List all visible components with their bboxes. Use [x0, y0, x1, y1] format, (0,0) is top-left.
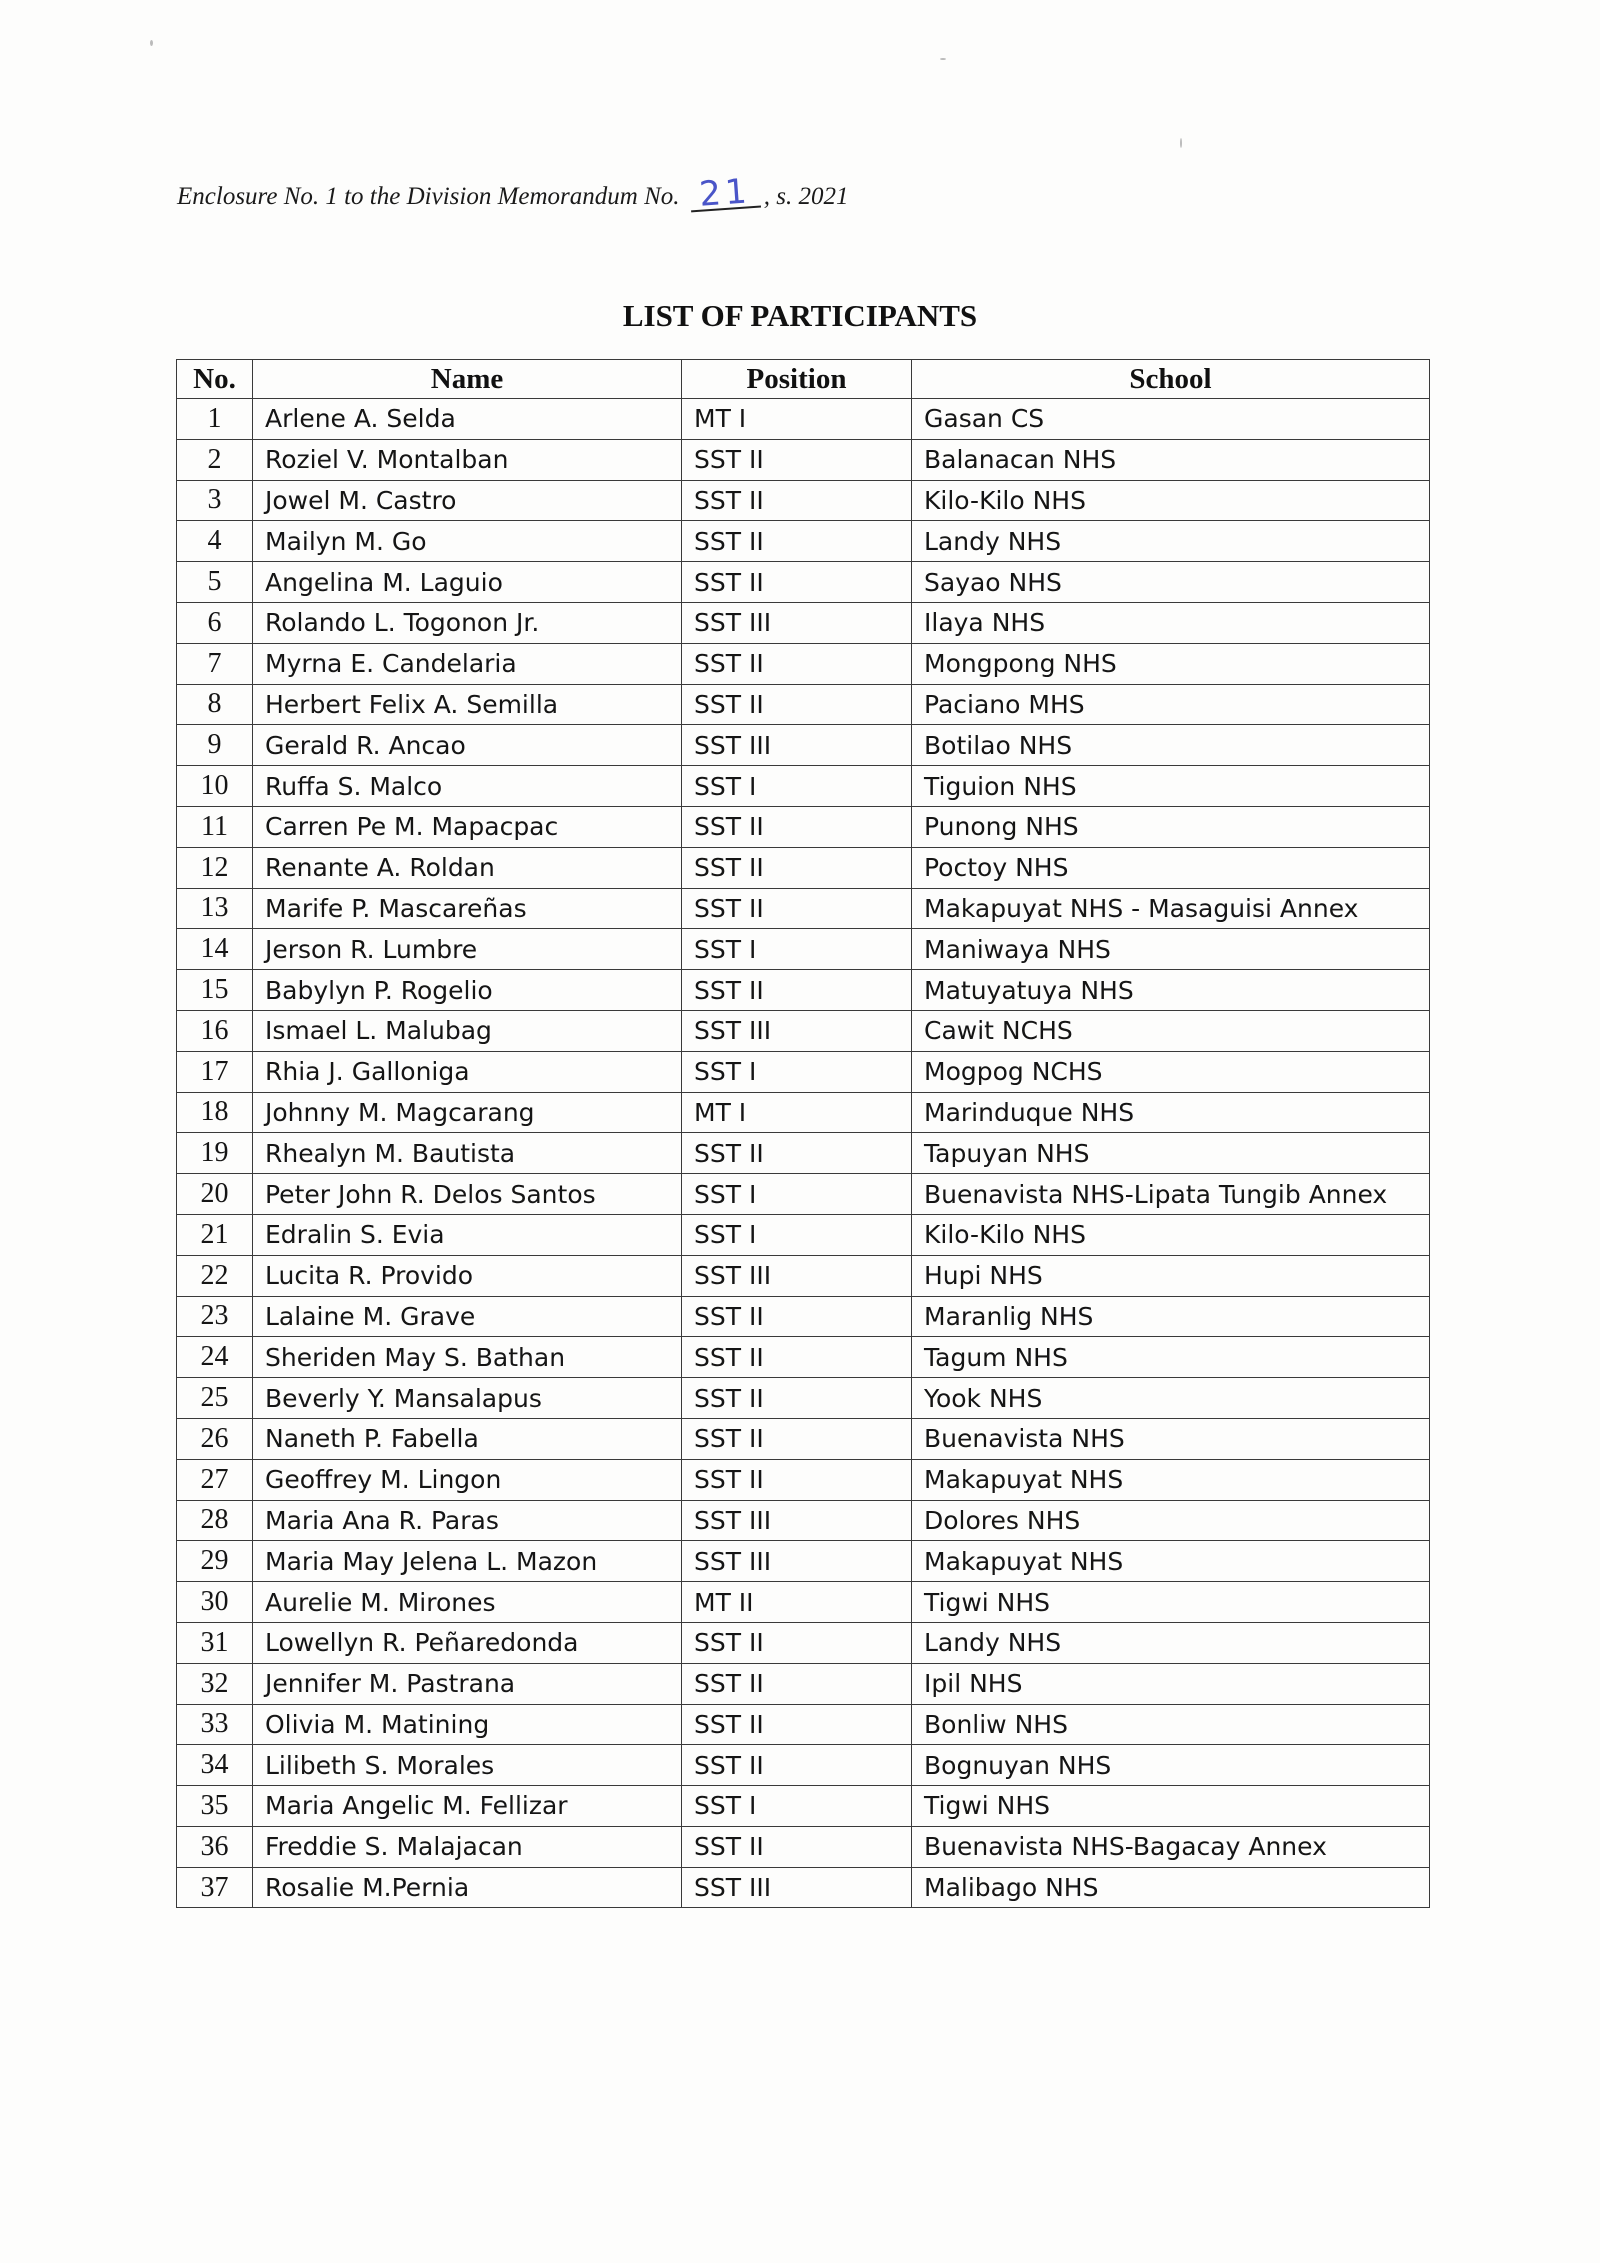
- cell-school: Gasan CS: [912, 399, 1430, 440]
- cell-position: SST III: [682, 602, 912, 643]
- cell-position: SST I: [682, 929, 912, 970]
- cell-position: SST II: [682, 1337, 912, 1378]
- cell-no: 34: [177, 1745, 253, 1786]
- cell-school: Landy NHS: [912, 1622, 1430, 1663]
- cell-no: 7: [177, 643, 253, 684]
- cell-school: Tigwi NHS: [912, 1786, 1430, 1827]
- table-row: [177, 1867, 1430, 1908]
- cell-school: Buenavista NHS-Lipata Tungib Annex: [912, 1174, 1430, 1215]
- table-row: [177, 1786, 1430, 1827]
- cell-name: Sheriden May S. Bathan: [253, 1337, 682, 1378]
- cell-school: Ilaya NHS: [912, 602, 1430, 643]
- cell-school: Tiguion NHS: [912, 766, 1430, 807]
- cell-no: 27: [177, 1459, 253, 1500]
- cell-school: Malibago NHS: [912, 1867, 1430, 1908]
- cell-school: Makapuyat NHS: [912, 1541, 1430, 1582]
- cell-school: Kilo-Kilo NHS: [912, 1214, 1430, 1255]
- cell-name: Herbert Felix A. Semilla: [253, 684, 682, 725]
- cell-name: Naneth P. Fabella: [253, 1418, 682, 1459]
- cell-no: 25: [177, 1378, 253, 1419]
- cell-name: Roziel V. Montalban: [253, 439, 682, 480]
- cell-position: SST II: [682, 439, 912, 480]
- cell-name: Mailyn M. Go: [253, 521, 682, 562]
- table-row: [177, 521, 1430, 562]
- cell-position: SST II: [682, 847, 912, 888]
- table-row: [177, 725, 1430, 766]
- cell-no: 12: [177, 847, 253, 888]
- table-row: [177, 929, 1430, 970]
- cell-school: Punong NHS: [912, 806, 1430, 847]
- header-position: Position: [682, 360, 912, 399]
- cell-school: Makapuyat NHS - Masaguisi Annex: [912, 888, 1430, 929]
- cell-position: SST II: [682, 888, 912, 929]
- table-row: [177, 643, 1430, 684]
- cell-position: SST II: [682, 521, 912, 562]
- cell-name: Lowellyn R. Peñaredonda: [253, 1622, 682, 1663]
- scan-speck: [150, 40, 153, 46]
- table-row: [177, 1133, 1430, 1174]
- cell-no: 8: [177, 684, 253, 725]
- cell-position: SST III: [682, 1541, 912, 1582]
- cell-no: 6: [177, 602, 253, 643]
- cell-no: 1: [177, 399, 253, 440]
- cell-school: Yook NHS: [912, 1378, 1430, 1419]
- table-row: [177, 1092, 1430, 1133]
- page-title: LIST OF PARTICIPANTS: [622, 298, 978, 333]
- cell-name: Maria Angelic M. Fellizar: [253, 1786, 682, 1827]
- cell-name: Rhia J. Galloniga: [253, 1051, 682, 1092]
- cell-no: 5: [177, 562, 253, 603]
- table-row: [177, 602, 1430, 643]
- cell-name: Jennifer M. Pastrana: [253, 1663, 682, 1704]
- table-row: [177, 480, 1430, 521]
- cell-no: 31: [177, 1622, 253, 1663]
- cell-school: Tapuyan NHS: [912, 1133, 1430, 1174]
- cell-no: 30: [177, 1582, 253, 1623]
- cell-position: SST III: [682, 1255, 912, 1296]
- participants-table: [176, 359, 1430, 1908]
- cell-position: SST II: [682, 1378, 912, 1419]
- cell-no: 10: [177, 766, 253, 807]
- cell-school: Matuyatuya NHS: [912, 970, 1430, 1011]
- cell-school: Landy NHS: [912, 521, 1430, 562]
- cell-no: 23: [177, 1296, 253, 1337]
- table-row: [177, 1051, 1430, 1092]
- header-name: Name: [253, 360, 682, 399]
- cell-no: 32: [177, 1663, 253, 1704]
- table-row: [177, 1418, 1430, 1459]
- cell-no: 24: [177, 1337, 253, 1378]
- table-row: [177, 847, 1430, 888]
- cell-no: 20: [177, 1174, 253, 1215]
- cell-name: Carren Pe M. Mapacpac: [253, 806, 682, 847]
- cell-no: 14: [177, 929, 253, 970]
- table-row: [177, 766, 1430, 807]
- cell-position: SST II: [682, 1826, 912, 1867]
- cell-position: SST II: [682, 643, 912, 684]
- table-row: [177, 562, 1430, 603]
- cell-no: 2: [177, 439, 253, 480]
- table-row: [177, 970, 1430, 1011]
- cell-name: Geoffrey M. Lingon: [253, 1459, 682, 1500]
- cell-school: Kilo-Kilo NHS: [912, 480, 1430, 521]
- cell-school: Poctoy NHS: [912, 847, 1430, 888]
- cell-no: 26: [177, 1418, 253, 1459]
- cell-school: Tagum NHS: [912, 1337, 1430, 1378]
- cell-school: Tigwi NHS: [912, 1582, 1430, 1623]
- table-row: [177, 1214, 1430, 1255]
- cell-position: SST II: [682, 1418, 912, 1459]
- cell-position: SST II: [682, 970, 912, 1011]
- table-row: [177, 888, 1430, 929]
- cell-name: Renante A. Roldan: [253, 847, 682, 888]
- header-no: No.: [177, 360, 253, 399]
- cell-no: 35: [177, 1786, 253, 1827]
- cell-school: Cawit NCHS: [912, 1010, 1430, 1051]
- cell-school: Hupi NHS: [912, 1255, 1430, 1296]
- scan-speck: [940, 58, 946, 60]
- enclosure-line: [177, 171, 849, 215]
- cell-school: Sayao NHS: [912, 562, 1430, 603]
- cell-name: Lalaine M. Grave: [253, 1296, 682, 1337]
- cell-name: Ruffa S. Malco: [253, 766, 682, 807]
- cell-no: 11: [177, 806, 253, 847]
- cell-name: Babylyn P. Rogelio: [253, 970, 682, 1011]
- cell-position: SST III: [682, 725, 912, 766]
- cell-no: 9: [177, 725, 253, 766]
- cell-no: 37: [177, 1867, 253, 1908]
- cell-name: Rosalie M.Pernia: [253, 1867, 682, 1908]
- cell-school: Bognuyan NHS: [912, 1745, 1430, 1786]
- table-row: [177, 1826, 1430, 1867]
- cell-position: MT II: [682, 1582, 912, 1623]
- cell-name: Ismael L. Malubag: [253, 1010, 682, 1051]
- cell-school: Bonliw NHS: [912, 1704, 1430, 1745]
- cell-position: MT I: [682, 399, 912, 440]
- table-row: [177, 1296, 1430, 1337]
- cell-position: SST II: [682, 1459, 912, 1500]
- cell-school: Maniwaya NHS: [912, 929, 1430, 970]
- cell-name: Angelina M. Laguio: [253, 562, 682, 603]
- cell-school: Maranlig NHS: [912, 1296, 1430, 1337]
- cell-position: SST II: [682, 480, 912, 521]
- scan-speck: [1180, 138, 1182, 148]
- cell-school: Ipil NHS: [912, 1663, 1430, 1704]
- table-row: [177, 1378, 1430, 1419]
- cell-name: Jowel M. Castro: [253, 480, 682, 521]
- cell-name: Freddie S. Malajacan: [253, 1826, 682, 1867]
- cell-no: 15: [177, 970, 253, 1011]
- cell-name: Marife P. Mascareñas: [253, 888, 682, 929]
- table-row: [177, 1622, 1430, 1663]
- cell-position: SST II: [682, 562, 912, 603]
- cell-name: Edralin S. Evia: [253, 1214, 682, 1255]
- table-row: [177, 1745, 1430, 1786]
- cell-name: Johnny M. Magcarang: [253, 1092, 682, 1133]
- cell-name: Rhealyn M. Bautista: [253, 1133, 682, 1174]
- cell-no: 28: [177, 1500, 253, 1541]
- cell-name: Rolando L. Togonon Jr.: [253, 602, 682, 643]
- table-row: [177, 439, 1430, 480]
- cell-position: SST I: [682, 1786, 912, 1827]
- cell-name: Myrna E. Candelaria: [253, 643, 682, 684]
- cell-school: Botilao NHS: [912, 725, 1430, 766]
- cell-name: Gerald R. Ancao: [253, 725, 682, 766]
- cell-position: SST III: [682, 1867, 912, 1908]
- cell-name: Peter John R. Delos Santos: [253, 1174, 682, 1215]
- cell-no: 19: [177, 1133, 253, 1174]
- cell-name: Aurelie M. Mirones: [253, 1582, 682, 1623]
- cell-position: SST II: [682, 1133, 912, 1174]
- cell-name: Lucita R. Provido: [253, 1255, 682, 1296]
- cell-no: 13: [177, 888, 253, 929]
- cell-no: 22: [177, 1255, 253, 1296]
- enclosure-prefix: Enclosure No. 1 to the Division Memorandum No.: [177, 183, 680, 210]
- table-row: [177, 1010, 1430, 1051]
- cell-school: Paciano MHS: [912, 684, 1430, 725]
- cell-position: SST II: [682, 1704, 912, 1745]
- table-row: [177, 1174, 1430, 1215]
- cell-position: SST I: [682, 1174, 912, 1215]
- cell-position: SST III: [682, 1010, 912, 1051]
- table-row: [177, 1704, 1430, 1745]
- cell-position: SST II: [682, 806, 912, 847]
- table-row: [177, 1459, 1430, 1500]
- table-row: [177, 1255, 1430, 1296]
- cell-no: 29: [177, 1541, 253, 1582]
- cell-name: Jerson R. Lumbre: [253, 929, 682, 970]
- table-row: [177, 1541, 1430, 1582]
- cell-position: SST I: [682, 1051, 912, 1092]
- table-row: [177, 399, 1430, 440]
- cell-name: Maria May Jelena L. Mazon: [253, 1541, 682, 1582]
- cell-school: Mogpog NCHS: [912, 1051, 1430, 1092]
- cell-no: 33: [177, 1704, 253, 1745]
- cell-position: SST II: [682, 1296, 912, 1337]
- cell-no: 4: [177, 521, 253, 562]
- table-body: [177, 399, 1430, 1908]
- cell-no: 3: [177, 480, 253, 521]
- table-row: [177, 1582, 1430, 1623]
- table-row: [177, 1500, 1430, 1541]
- cell-name: Arlene A. Selda: [253, 399, 682, 440]
- cell-school: Marinduque NHS: [912, 1092, 1430, 1133]
- cell-position: SST II: [682, 1663, 912, 1704]
- cell-school: Makapuyat NHS: [912, 1459, 1430, 1500]
- table-header-row: [177, 360, 1430, 399]
- cell-position: SST II: [682, 1745, 912, 1786]
- memo-number-handwritten: 21: [689, 176, 761, 213]
- cell-name: Olivia M. Matining: [253, 1704, 682, 1745]
- cell-no: 36: [177, 1826, 253, 1867]
- cell-school: Mongpong NHS: [912, 643, 1430, 684]
- cell-position: MT I: [682, 1092, 912, 1133]
- cell-no: 17: [177, 1051, 253, 1092]
- table-row: [177, 684, 1430, 725]
- cell-name: Maria Ana R. Paras: [253, 1500, 682, 1541]
- cell-school: Buenavista NHS-Bagacay Annex: [912, 1826, 1430, 1867]
- table-row: [177, 1663, 1430, 1704]
- cell-school: Buenavista NHS: [912, 1418, 1430, 1459]
- cell-position: SST I: [682, 766, 912, 807]
- cell-name: Lilibeth S. Morales: [253, 1745, 682, 1786]
- cell-position: SST II: [682, 684, 912, 725]
- cell-school: Balanacan NHS: [912, 439, 1430, 480]
- header-school: School: [912, 360, 1430, 399]
- cell-no: 21: [177, 1214, 253, 1255]
- cell-no: 16: [177, 1010, 253, 1051]
- table-row: [177, 806, 1430, 847]
- cell-no: 18: [177, 1092, 253, 1133]
- cell-name: Beverly Y. Mansalapus: [253, 1378, 682, 1419]
- enclosure-suffix: , s. 2021: [763, 183, 849, 210]
- table-row: [177, 1337, 1430, 1378]
- cell-position: SST I: [682, 1214, 912, 1255]
- cell-position: SST II: [682, 1622, 912, 1663]
- cell-position: SST III: [682, 1500, 912, 1541]
- cell-school: Dolores NHS: [912, 1500, 1430, 1541]
